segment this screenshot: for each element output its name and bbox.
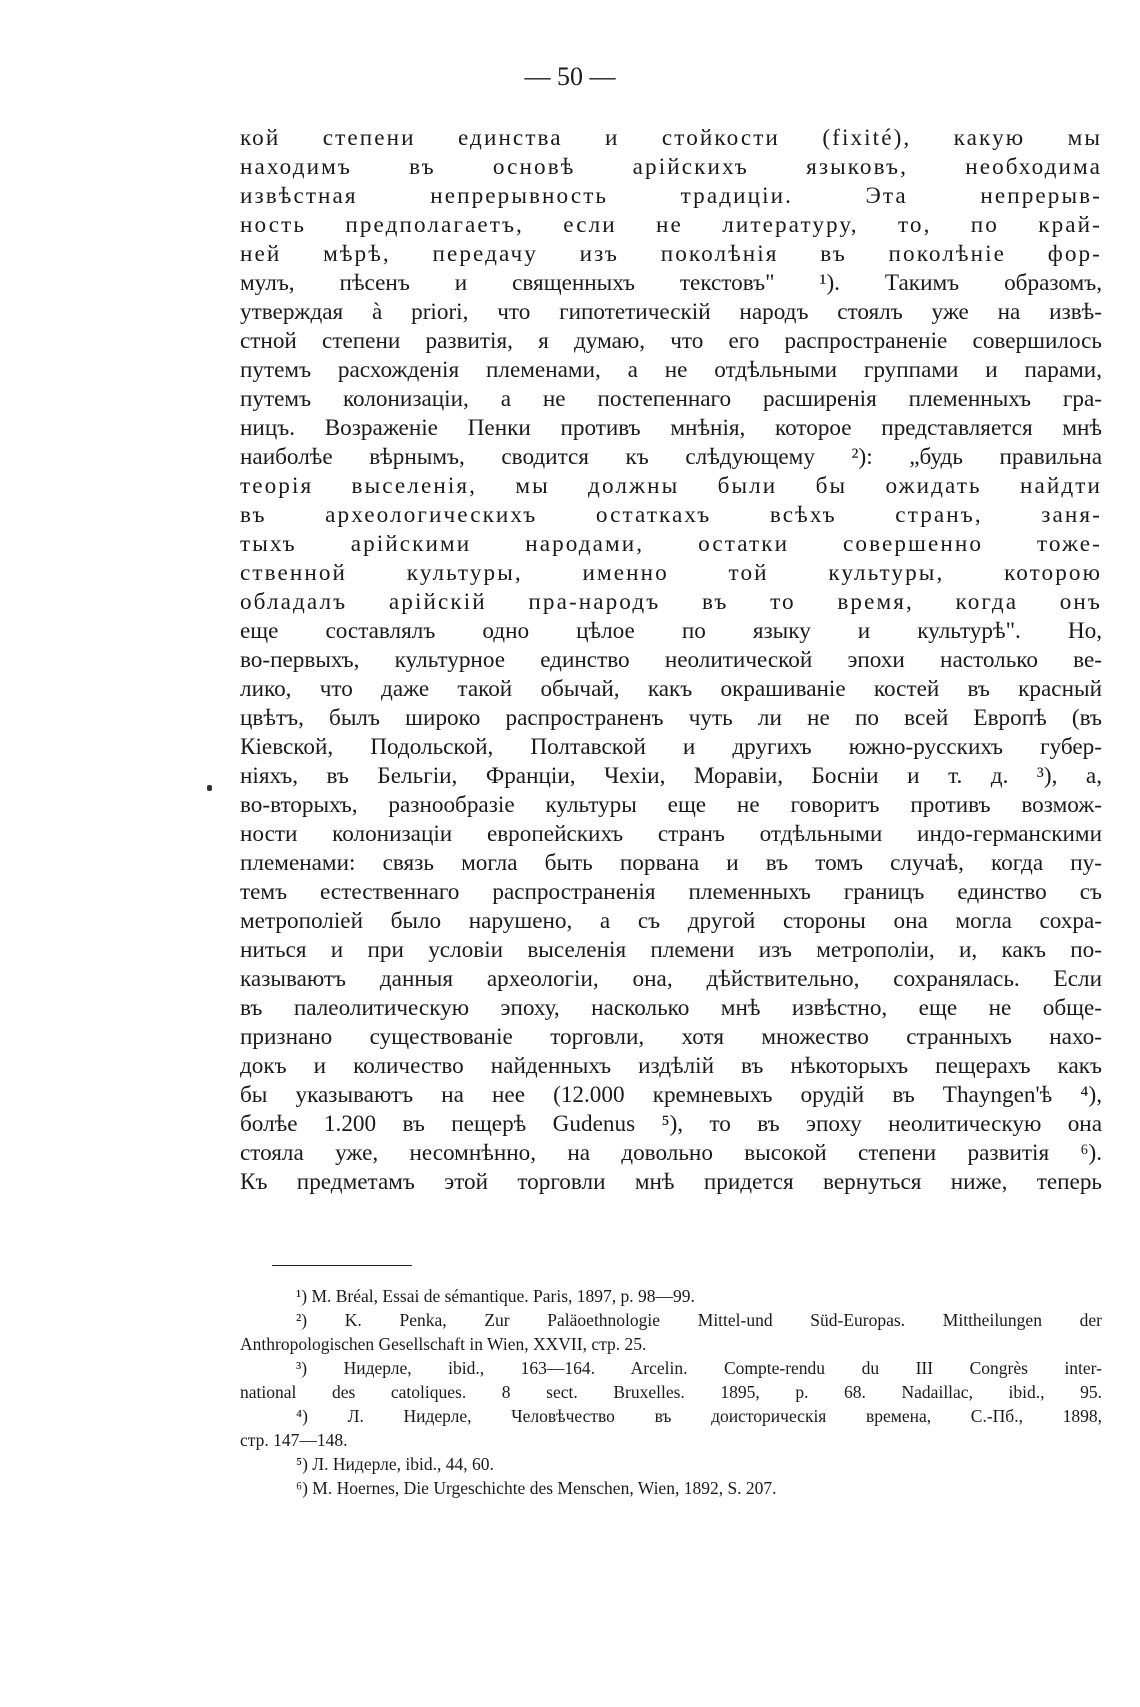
text-line: мулъ, пѣсенъ и священныхъ текстовъ" ¹). Такимъ образомъ,: [240, 270, 1102, 296]
footnote-1: ¹) M. Bréal, Essai de sémantique. Paris, 1897, p. 98—99.: [296, 1286, 695, 1306]
text-line: ней мѣрѣ, передачу изъ поколѣнія въ поколѣніе фор-: [240, 241, 1102, 267]
text-line: ницъ. Возраженіе Пенки противъ мнѣнія, которое представляется мнѣ: [240, 415, 1102, 441]
text-line: ность предполагаетъ, если не литературу, то, по край-: [240, 212, 1102, 238]
text-line: находимъ въ основѣ арійскихъ языковъ, необходима: [240, 154, 1102, 180]
text-line: болѣе 1.200 въ пещерѣ Gudenus ⁵), то въ эпоху неолитическую она: [240, 1111, 1102, 1137]
text-line: бы указываютъ на нее (12.000 кремневыхъ орудій въ Thayngen'ѣ ⁴),: [240, 1082, 1102, 1108]
text-line: утверждая à priori, что гипотетическій народъ стоялъ уже на извѣ-: [240, 299, 1102, 325]
text-line: тыхъ арійскими народами, остатки совершенно тоже-: [240, 531, 1102, 557]
text-line: наиболѣе вѣрнымъ, сводится къ слѣдующему ²): „будь правильна: [240, 444, 1102, 470]
text-line: признано существованіе торговли, хотя множество странныхъ нахо-: [240, 1024, 1102, 1050]
text-line: темъ естественнаго распространенія племенныхъ границъ единство съ: [240, 879, 1102, 905]
text-line: стояла уже, несомнѣнно, на довольно высокой степени развитія ⁶).: [240, 1140, 1102, 1166]
margin-mark: [207, 785, 212, 791]
text-line: во-вторыхъ, разнообразіе культуры еще не говоритъ противъ возмож-: [240, 792, 1102, 818]
text-line: путемъ колонизаціи, а не постепеннаго расширенія племенныхъ гра-: [240, 386, 1102, 412]
footnotes: [240, 1284, 1102, 1500]
footnote-5: ⁵) Л. Нидерле, ibid., 44, 60.: [296, 1454, 494, 1474]
text-line: стной степени развитія, я думаю, что его распространеніе совершилось: [240, 328, 1102, 354]
footnote-2-cont: Anthropologischen Gesellschaft in Wien, XXVII, стр. 25.: [240, 1334, 647, 1354]
footnote-6: ⁶) M. Hoernes, Die Urgeschichte des Menschen, Wien, 1892, S. 207.: [296, 1478, 777, 1498]
text-line: Кіевской, Подольской, Полтавской и другихъ южно-русскихъ губер-: [240, 734, 1102, 760]
text-line: метрополіей было нарушено, а съ другой стороны она могла сохра-: [240, 908, 1102, 934]
text-line: теорія выселенія, мы должны были бы ожидать найдти: [240, 473, 1102, 499]
page-number: — 50 —: [524, 62, 616, 91]
text-line: еще составлялъ одно цѣлое по языку и культурѣ". Но,: [240, 618, 1102, 644]
text-line: племенами: связь могла быть порвана и въ томъ случаѣ, когда пу-: [240, 850, 1102, 876]
footnote-4-cont: стр. 147—148.: [240, 1430, 348, 1450]
text-line: кой степени единства и стойкости (fixité), какую мы: [240, 125, 1102, 151]
text-line: лико, что даже такой обычай, какъ окрашиваніе костей въ красный: [240, 676, 1102, 702]
text-line: путемъ расхожденія племенами, а не отдѣльными группами и парами,: [240, 357, 1102, 383]
text-line: въ палеолитическую эпоху, насколько мнѣ извѣстно, еще не обще-: [240, 995, 1102, 1021]
text-line: ственной культуры, именно той культуры, которою: [240, 560, 1102, 586]
text-line: цвѣтъ, былъ широко распространенъ чуть ли не по всей Европѣ (въ: [240, 705, 1102, 731]
text-line: ности колонизаціи европейскихъ странъ отдѣльными индо-германскими: [240, 821, 1102, 847]
body-text: [240, 124, 1102, 1197]
footnote-divider: [272, 1265, 412, 1266]
footnote-4: ⁴) Л. Нидерле, Человѣчество въ доисторическія времена, С.-Пб., 1898,: [296, 1406, 1102, 1426]
text-line: ніяхъ, въ Бельгіи, Франціи, Чехіи, Моравіи, Босніи и т. д. ³), а,: [240, 763, 1102, 789]
footnote-3: ³) Нидерле, ibid., 163—164. Arcelin. Compte-rendu du III Congrès inter-: [296, 1358, 1102, 1378]
footnote-2: ²) K. Penka, Zur Paläoethnologie Mittel-und Süd-Europas. Mittheilungen der: [296, 1310, 1102, 1330]
text-line: докъ и количество найденныхъ издѣлій въ нѣкоторыхъ пещерахъ какъ: [240, 1053, 1102, 1079]
text-line: во-первыхъ, культурное единство неолитической эпохи настолько ве-: [240, 647, 1102, 673]
text-line: Къ предметамъ этой торговли мнѣ придется вернуться ниже, теперь: [240, 1169, 1102, 1195]
text-line: въ археологическихъ остаткахъ всѣхъ странъ, заня-: [240, 502, 1102, 528]
footnote-3-cont: national des catoliques. 8 sect. Bruxelles. 1895, p. 68. Nadaillac, ibid., 95.: [240, 1382, 1102, 1402]
text-line: ниться и при условіи выселенія племени изъ метрополіи, и, какъ по-: [240, 937, 1102, 963]
text-line: казываютъ данныя археологіи, она, дѣйствительно, сохранялась. Если: [240, 966, 1102, 992]
text-line: обладалъ арійскій пра-народъ въ то время, когда онъ: [240, 589, 1102, 615]
text-line: извѣстная непрерывность традиціи. Эта непрерыв-: [240, 183, 1102, 209]
